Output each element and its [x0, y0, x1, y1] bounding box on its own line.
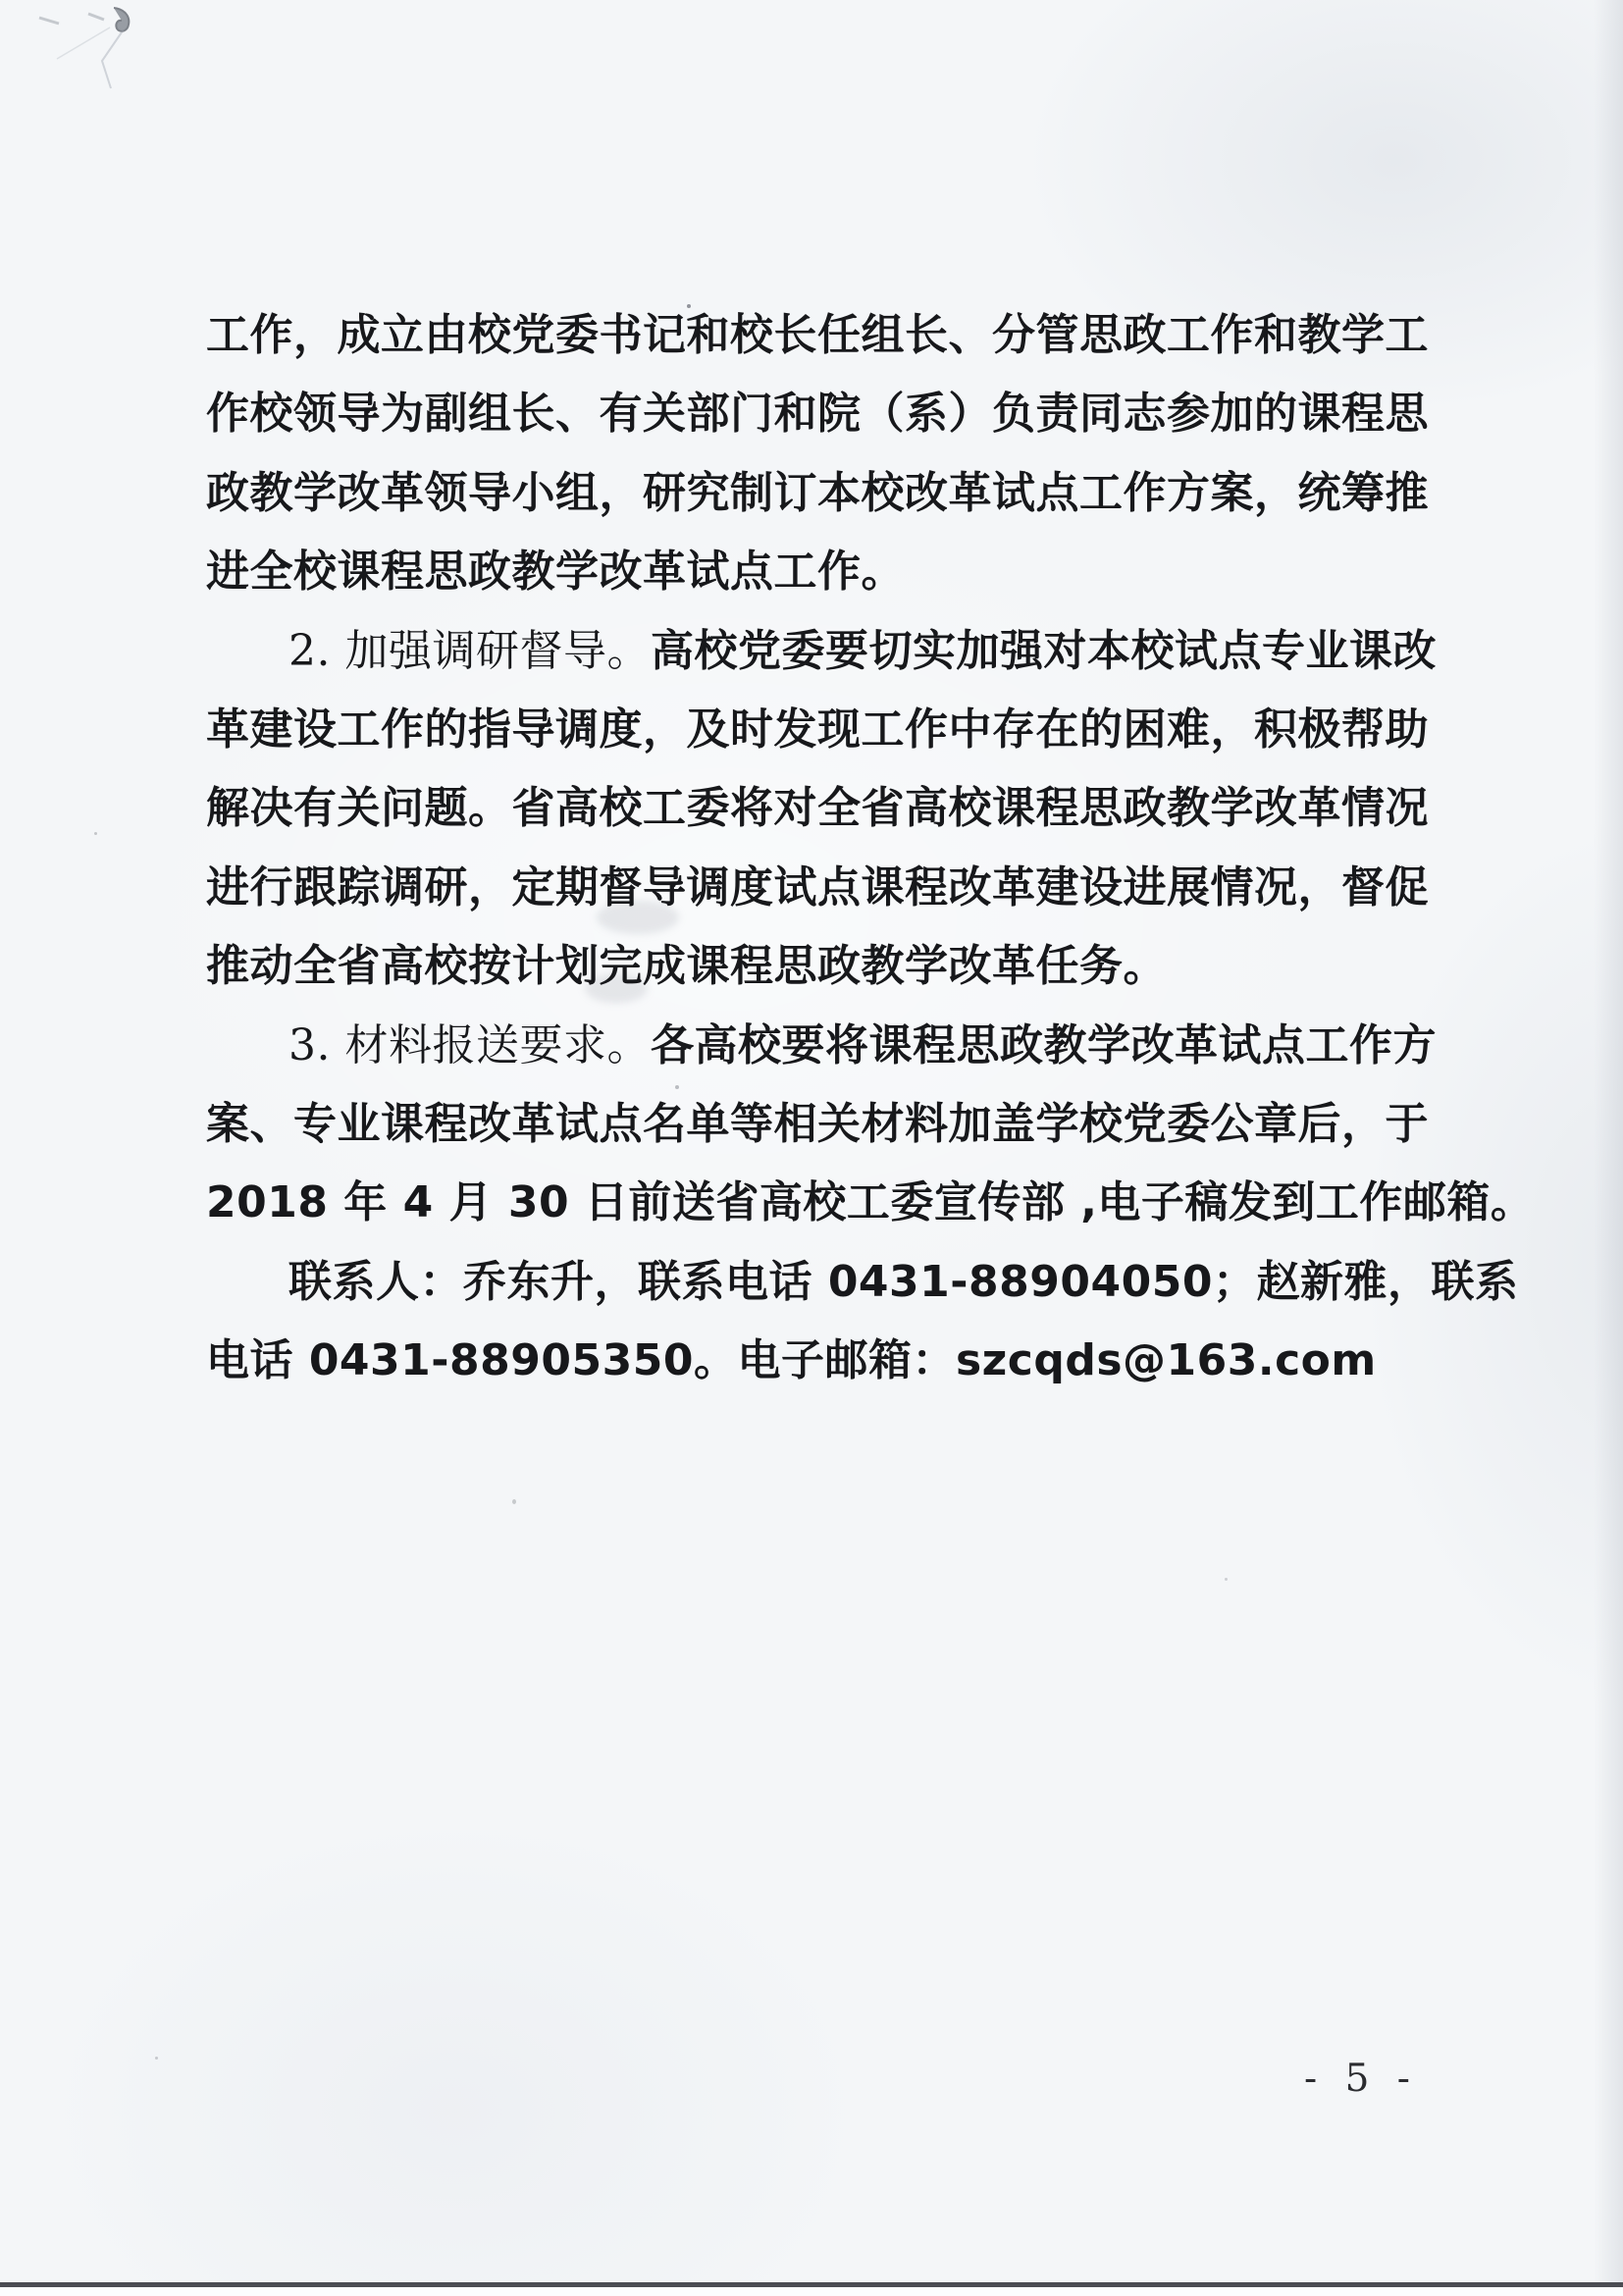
body-text-segment: 高校党委要切实加强对本校试点专业课改 [650, 625, 1437, 676]
text-line [206, 1164, 1535, 1242]
text-line [206, 1243, 1519, 1322]
lead-in-phrase: 3. 材料报送要求。 [288, 1019, 651, 1070]
body-text-segment: 作校领导为副组长、有关部门和院（系）负责同志参加的课程思 [206, 389, 1429, 440]
body-text-segment: 进全校课程思政教学改革试点工作。 [206, 547, 905, 598]
body-text-segment: 进行跟踪调研，定期督导调度试点课程改革建设进展情况，督促 [206, 861, 1429, 913]
text-line [206, 927, 1442, 1006]
text-line [206, 769, 1442, 848]
body-text-segment: 案、专业课程改革试点名单等相关材料加盖学校党委公章后，于 [206, 1098, 1429, 1149]
scan-speck-artifact [155, 2057, 158, 2060]
body-text-segment: 电话 0431-88905350。电子邮箱：szcqds@163.com [206, 1335, 1377, 1386]
body-text-segment: 解决有关问题。省高校工委将对全省高校课程思政教学改革情况 [206, 783, 1429, 834]
scan-speck-artifact [94, 832, 97, 835]
body-text-segment: 工作，成立由校党委书记和校长任组长、分管思政工作和教学工 [206, 310, 1429, 360]
bottom-white-strip [0, 2287, 1623, 2296]
text-line [206, 375, 1442, 453]
body-text-segment: 2018 年 4 月 30 日前送省高校工委宣传部 ,电子稿发到工作邮箱。 [206, 1177, 1535, 1228]
text-line [206, 1322, 1442, 1400]
lead-in-phrase: 2. 加强调研督导。 [288, 625, 651, 676]
page-number: - 5 - [1304, 2057, 1418, 2101]
text-line [206, 533, 1442, 611]
text-line [206, 849, 1442, 927]
body-text-segment: 推动全省高校按计划完成课程思政教学改革任务。 [206, 941, 1167, 992]
text-line [206, 1007, 1442, 1085]
body-text-segment: 联系人：乔东升，联系电话 0431-88904050；赵新雅，联系 [288, 1256, 1519, 1307]
scan-crease-artifact [0, 0, 275, 157]
text-line [206, 296, 1442, 375]
text-line [206, 454, 1442, 533]
text-block [206, 296, 1535, 1400]
body-text-segment: 革建设工作的指导调度，及时发现工作中存在的困难，积极帮助 [206, 704, 1429, 755]
text-line [206, 1085, 1442, 1164]
scan-speck-artifact [512, 1499, 516, 1504]
scan-speck-artifact [1225, 1578, 1228, 1581]
body-text-segment: 各高校要将课程思政教学改革试点工作方 [650, 1019, 1437, 1070]
body-text-segment: 政教学改革领导小组，研究制订本校改革试点工作方案，统筹推 [206, 467, 1429, 518]
scan-edge-shading [1594, 0, 1623, 2296]
text-line [206, 691, 1442, 769]
text-line [206, 612, 1442, 691]
